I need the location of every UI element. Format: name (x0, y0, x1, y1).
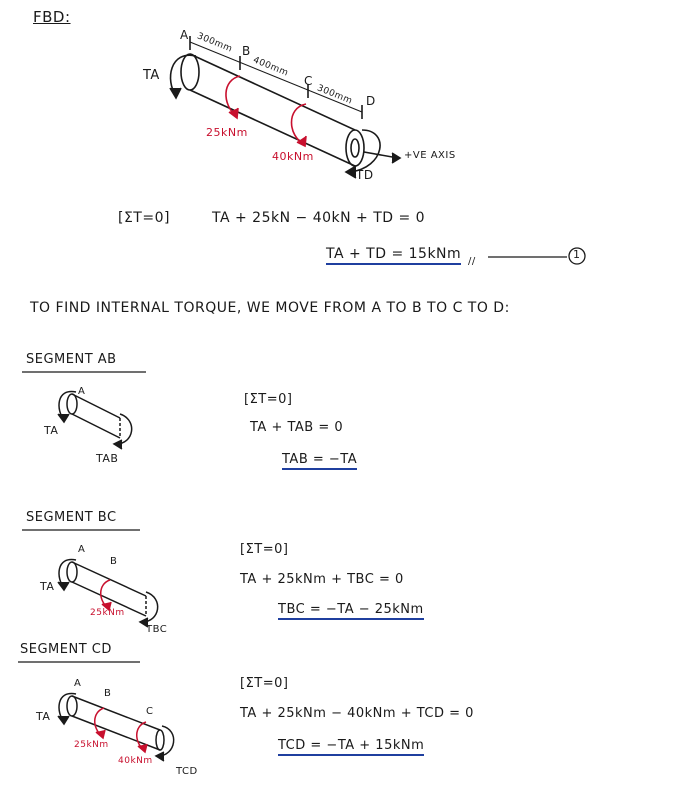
result-mark: // (468, 256, 476, 267)
seg-bc-label-b: B (110, 556, 118, 567)
equilibrium-result: TA + TD = 15kNm (326, 246, 461, 265)
seg-ab-label-a: A (78, 386, 86, 397)
seg-bc-label-a: A (78, 544, 86, 555)
seg-cd-label-b: B (104, 688, 112, 699)
shaft-end-d (346, 130, 364, 166)
seg-cd-label-ta: TA (36, 710, 51, 723)
seg-bc-torque-b: 25kNm (90, 608, 125, 618)
seg-bc-condition: [ΣT=0] (240, 542, 289, 557)
seg-bc-label-tbc: TBC (146, 624, 168, 635)
label-ta: TA (143, 68, 160, 83)
label-d: D (366, 94, 376, 108)
seg-ab-condition: [ΣT=0] (244, 392, 293, 407)
label-c: C (304, 74, 313, 88)
segment-cd-title: SEGMENT CD (20, 642, 112, 657)
equation-ref: 1 (573, 248, 581, 261)
seg-cd-torque-b: 25kNm (74, 740, 109, 750)
segment-ab-title: SEGMENT AB (26, 352, 117, 367)
segment-bc-title: SEGMENT BC (26, 510, 117, 525)
torque-c-label: 40kNm (272, 150, 314, 163)
label-b: B (242, 44, 251, 58)
seg-ab-result: TAB = −TA (282, 452, 357, 470)
seg-cd-label-a: A (74, 678, 82, 689)
equilibrium-equation: TA + 25kN − 40kN + TD = 0 (212, 210, 426, 226)
fbd-heading: FBD: (33, 8, 71, 26)
seg-cd-label-c: C (146, 706, 154, 717)
seg-ab-label-tab: TAB (96, 452, 119, 465)
axis-label: +VE AXIS (404, 150, 456, 161)
torque-b-label: 25kNm (206, 126, 248, 139)
length-cd: 300mm (315, 83, 354, 107)
seg-bc-result: TBC = −TA − 25kNm (278, 602, 424, 620)
seg-cd-result: TCD = −TA + 15kNm (278, 738, 424, 756)
seg-ab-equation: TA + TAB = 0 (250, 420, 344, 435)
seg-cd-equation: TA + 25kNm − 40kNm + TCD = 0 (240, 706, 474, 721)
seg-bc-label-ta: TA (40, 580, 55, 593)
seg-cd-label-tcd: TCD (176, 766, 198, 777)
shaft-end-a (181, 54, 199, 90)
seg-bc-equation: TA + 25kNm + TBC = 0 (240, 572, 404, 587)
length-bc: 400mm (251, 55, 290, 79)
label-td: TD (356, 168, 374, 182)
instruction-text: TO FIND INTERNAL TORQUE, WE MOVE FROM A TO B TO C TO D: (30, 300, 510, 316)
length-ab: 300mm (195, 31, 234, 55)
label-a: A (180, 28, 189, 42)
seg-ab-label-ta: TA (44, 424, 59, 437)
seg-cd-condition: [ΣT=0] (240, 676, 289, 691)
seg-cd-torque-c: 40kNm (118, 756, 153, 766)
equilibrium-condition: [ΣT=0] (118, 210, 170, 226)
